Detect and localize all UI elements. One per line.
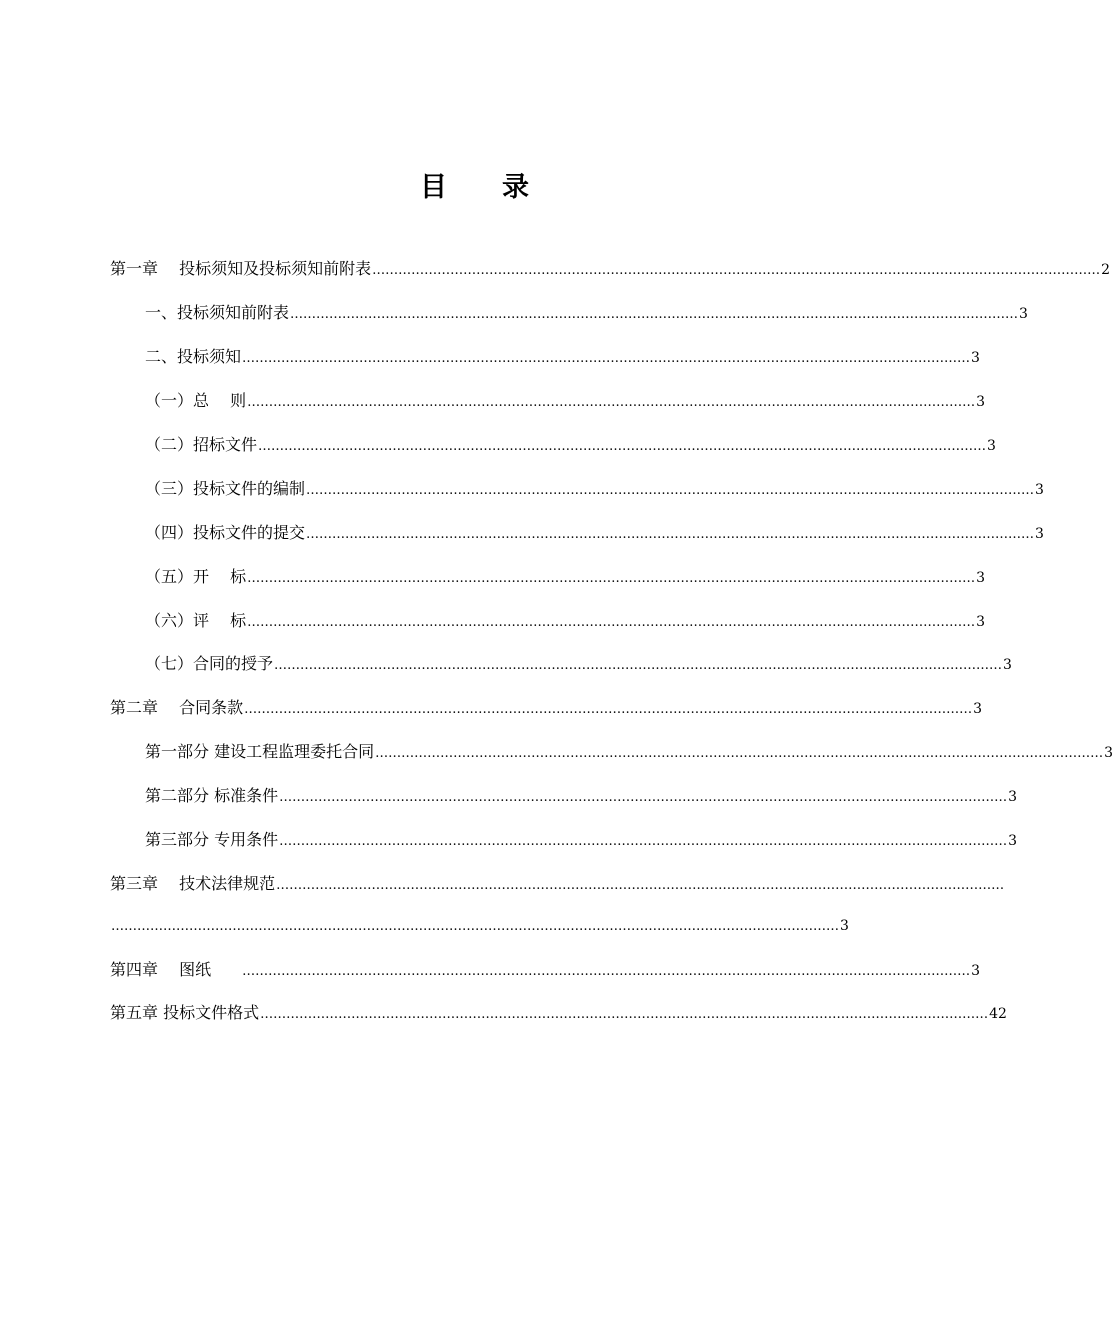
toc-page-number: 3 xyxy=(1035,482,1044,498)
toc-leader-dots: …………………………………………………………………………………………………………………………………………………… xyxy=(247,395,976,410)
toc-leader-dots: …………………………………………………………………………………………………………………………………………………… xyxy=(279,834,1008,849)
toc-leader-dots: …………………………………………………………………………………………………………………………………………………… xyxy=(306,527,1035,542)
toc-page-number: 3 xyxy=(1003,657,1012,673)
toc-entry[interactable] xyxy=(145,477,1044,501)
toc-leader-dots: …………………………………………………………………………………………………………………………………………………… xyxy=(279,790,1008,805)
toc-page-number: 3 xyxy=(976,614,986,630)
title-char-1: 目 xyxy=(420,172,448,203)
toc-entry[interactable] xyxy=(145,828,1018,852)
toc-entry-wrapped-line-1[interactable] xyxy=(110,872,1005,896)
toc-entry[interactable] xyxy=(145,784,1018,808)
toc-page-number: 3 xyxy=(973,701,983,717)
toc-entry-label: （五）开 标 xyxy=(145,567,247,586)
toc-page-number: 3 xyxy=(1035,526,1044,542)
toc-leader-dots: …………………………………………………………………………………………………………………………………………………… xyxy=(372,263,1101,278)
toc-entry[interactable] xyxy=(145,652,1012,676)
toc-leader-dots: …………………………………………………………………………………………………………………………………………………… xyxy=(274,658,1003,673)
toc-entry-label: 第三部分 专用条件 xyxy=(145,830,279,849)
toc-entry[interactable] xyxy=(110,257,1111,281)
toc-leader-dots: …………………………………………………………………………………………………………………………………………………… xyxy=(290,307,1019,322)
toc-entry[interactable] xyxy=(145,521,1044,545)
toc-leader-dots: …………………………………………………………………………………………………………………………………………………… xyxy=(242,964,971,979)
toc-leader-dots: …………………………………………………………………………………………………………………………………………………… xyxy=(260,1007,989,1022)
toc-page-number: 42 xyxy=(989,1006,1007,1022)
toc-entry-label: 第五章 投标文件格式 xyxy=(110,1003,260,1022)
toc-page-number: 3 xyxy=(1019,306,1028,322)
toc-entry[interactable] xyxy=(145,301,1028,325)
toc-entry-label: 第二章 合同条款 xyxy=(110,698,244,717)
toc-entry-wrapped-line-2[interactable] xyxy=(110,914,849,938)
toc-leader-dots: …………………………………………………………………………………………………………………………………………………… xyxy=(242,351,971,366)
toc-entry[interactable] xyxy=(145,609,986,633)
toc-entry[interactable] xyxy=(145,433,996,457)
toc-entry-label: （二）招标文件 xyxy=(145,435,258,454)
toc-entry-label: （六）评 标 xyxy=(145,611,247,630)
title-char-2: 录 xyxy=(502,172,530,203)
toc-page-number: 3 xyxy=(976,570,986,586)
toc-page-number: 2 xyxy=(1101,262,1111,278)
toc-entry-label: （七）合同的授予 xyxy=(145,654,274,673)
toc-entry[interactable] xyxy=(145,565,986,589)
toc-entry[interactable] xyxy=(110,696,983,720)
toc-entry-label: 二、投标须知 xyxy=(145,347,242,366)
toc-page-number: 3 xyxy=(987,438,996,454)
toc-entry[interactable] xyxy=(145,740,1113,764)
page-title xyxy=(0,168,950,208)
toc-leader-dots: …………………………………………………………………………………………………………………………………………………… xyxy=(247,615,976,630)
toc-leader-dots: …………………………………………………………………………………………………………………………………………………… xyxy=(244,702,973,717)
toc-leader-dots: …………………………………………………………………………………………………………………………………………………… xyxy=(306,483,1035,498)
toc-leader-dots: …………………………………………………………………………………………………………………………………………………… xyxy=(258,439,987,454)
toc-entry-label: 第一章 投标须知及投标须知前附表 xyxy=(110,259,372,278)
toc-leader-dots: …………………………………………………………………………………………………………………………………………………… xyxy=(276,878,1005,893)
toc-entry[interactable] xyxy=(110,1001,1007,1025)
toc-leader-dots: …………………………………………………………………………………………………………………………………………………… xyxy=(247,571,976,586)
toc-entry[interactable] xyxy=(145,345,980,369)
toc-entry[interactable] xyxy=(110,958,981,982)
toc-entry[interactable] xyxy=(145,389,986,413)
toc-entry-label: （四）投标文件的提交 xyxy=(145,523,306,542)
toc-entry-label: 第四章 图纸 xyxy=(110,960,228,979)
toc-page-number: 3 xyxy=(971,963,981,979)
toc-page-number: 3 xyxy=(976,394,986,410)
toc-page-number: 3 xyxy=(1008,789,1018,805)
toc-page-number: 3 xyxy=(1008,833,1018,849)
toc-entry-label: 第二部分 标准条件 xyxy=(145,786,279,805)
toc-entry-label: 第三章 技术法律规范 xyxy=(110,874,276,893)
toc-entry-label: 第一部分 建设工程监理委托合同 xyxy=(145,742,375,761)
toc-page-number: 3 xyxy=(1104,745,1113,761)
toc-page-number: 3 xyxy=(840,918,849,934)
toc-page-number: 3 xyxy=(971,350,980,366)
toc-leader-dots: …………………………………………………………………………………………………………………………………………………… xyxy=(375,746,1104,761)
toc-leader-dots: …………………………………………………………………………………………………………………………………………………… xyxy=(111,919,839,934)
toc-entry-label: 一、投标须知前附表 xyxy=(145,303,290,322)
toc-entry-label: （三）投标文件的编制 xyxy=(145,479,306,498)
toc-entry-label: （一）总 则 xyxy=(145,391,247,410)
